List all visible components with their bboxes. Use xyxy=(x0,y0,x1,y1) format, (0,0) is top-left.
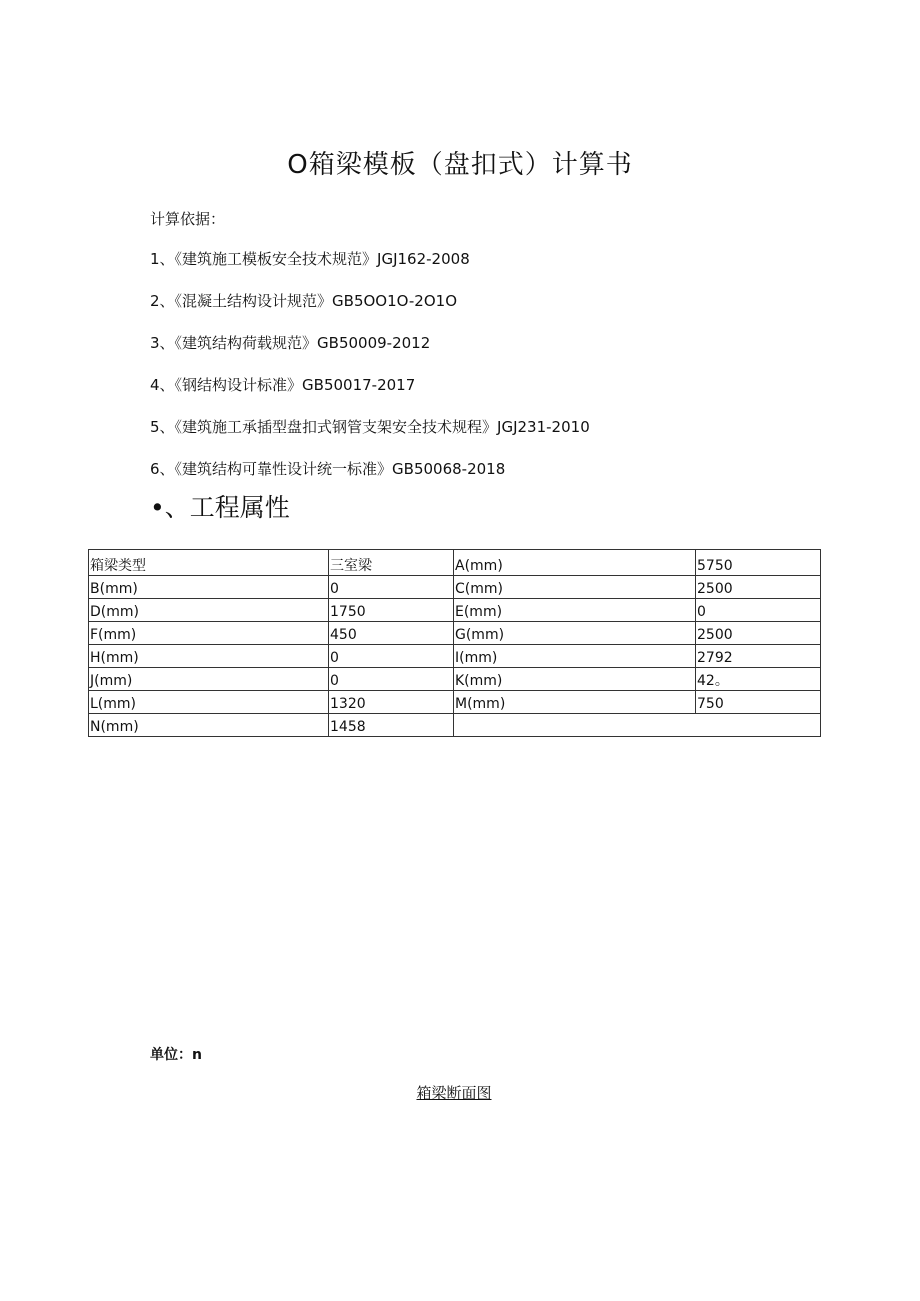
table-row xyxy=(89,645,821,668)
reference-item: 6、《建筑结构可靠性设计统一标准》GB50068-2018 xyxy=(150,460,506,478)
table-cell: D(mm) xyxy=(89,599,329,622)
document-title: O箱梁模板（盘扣式）计算书 xyxy=(287,150,633,180)
table-row xyxy=(89,622,821,645)
table-cell: 0 xyxy=(329,668,454,691)
table-cell: C(mm) xyxy=(454,576,696,599)
reference-item: 4、《钢结构设计标准》GB50017-2017 xyxy=(150,376,416,394)
table-cell: L(mm) xyxy=(89,691,329,714)
table-cell: 5750 xyxy=(696,550,821,576)
table-cell: M(mm) xyxy=(454,691,696,714)
calculation-basis-label: 计算依据： xyxy=(150,210,226,228)
reference-item: 5、《建筑施工承插型盘扣式钢管支架安全技术规程》JGJ231-2010 xyxy=(150,418,590,436)
reference-item: 3、《建筑结构荷载规范》GB50009-2012 xyxy=(150,334,431,352)
table-cell: 750 xyxy=(696,691,821,714)
table-cell: 箱梁类型 xyxy=(89,550,329,576)
table-cell: I(mm) xyxy=(454,645,696,668)
table-cell: E(mm) xyxy=(454,599,696,622)
table-cell: 2500 xyxy=(696,576,821,599)
table-cell: J(mm) xyxy=(89,668,329,691)
table-cell: 1320 xyxy=(329,691,454,714)
table-cell: H(mm) xyxy=(89,645,329,668)
table-cell: 42。 xyxy=(696,668,821,691)
table-cell: 0 xyxy=(329,576,454,599)
table-cell: A(mm) xyxy=(454,550,696,576)
table-cell: 0 xyxy=(329,645,454,668)
table-row xyxy=(89,576,821,599)
table-cell: K(mm) xyxy=(454,668,696,691)
table-cell: N(mm) xyxy=(89,714,329,737)
table-row xyxy=(89,714,821,737)
figure-caption: 箱梁断面图 xyxy=(416,1084,492,1102)
table-row xyxy=(89,668,821,691)
table-cell-empty xyxy=(454,714,821,737)
table-row xyxy=(89,599,821,622)
table-cell: 2500 xyxy=(696,622,821,645)
reference-item: 2、《混凝土结构设计规范》GB5OO1O-2O1O xyxy=(150,292,457,310)
table-cell: 0 xyxy=(696,599,821,622)
table-cell: 1458 xyxy=(329,714,454,737)
table-cell: F(mm) xyxy=(89,622,329,645)
engineering-properties-table xyxy=(88,549,821,737)
unit-label: 单位：n xyxy=(150,1047,202,1063)
table-cell: 2792 xyxy=(696,645,821,668)
table-row xyxy=(89,550,821,576)
reference-list xyxy=(150,248,590,500)
table-cell: 三室梁 xyxy=(329,550,454,576)
table-cell: B(mm) xyxy=(89,576,329,599)
section-heading-engineering-properties: •、工程属性 xyxy=(150,493,290,522)
reference-item: 1、《建筑施工模板安全技术规范》JGJ162-2008 xyxy=(150,250,470,268)
table-row xyxy=(89,691,821,714)
table-cell: 450 xyxy=(329,622,454,645)
table-cell: G(mm) xyxy=(454,622,696,645)
table-cell: 1750 xyxy=(329,599,454,622)
